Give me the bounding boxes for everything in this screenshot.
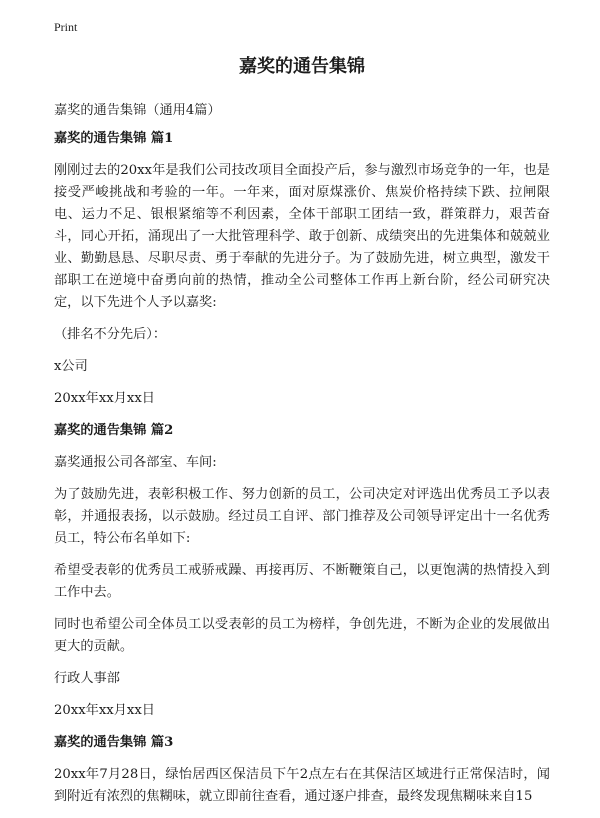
paragraph: 同时也希望公司全体员工以受表彰的员工为榜样，争创先进，不断为企业的发展做出更大的贡献。 [54,617,550,654]
document-title: 嘉奖的通告集锦 [239,56,365,77]
section-heading: 嘉奖的通告集锦 篇1 [54,131,174,146]
paragraph: 20xx年xx月xx日 [54,703,155,718]
paragraph: 刚刚过去的20xx年是我们公司技改项目全面投产后，参与激烈市场竞争的一年，也是接受严峻挑战和考验的一年。一年来，面对原煤涨价、焦炭价格持续下跌、拉闸限电、运力不足、银根紧缩等不利因素，全体干部职工团结一致，群策群力，艰苦奋斗，同心开拓，涌现出了一大批管理科学、敢于创新、成绩突出的先进集体和兢兢业业、勤勤恳恳、尽职尽责、勇于奉献的先进分子。为了鼓励先进，树立典型，激发干部职工在逆境中奋勇向前的热情，推动全公司整体工作再上新台阶，经公司研究决定，以下先进个人予以嘉奖: [54,163,550,310]
paragraph: 20xx年7月28日，绿怡居西区保洁员下午2点左右在其保洁区域进行正常保洁时，闻到附近有浓烈的焦糊味，就立即前往查看，通过逐户排查，最终发现焦糊味来自15 [54,767,550,804]
paragraph: x公司 [54,359,88,374]
section-heading: 嘉奖的通告集锦 篇2 [54,423,174,438]
paragraph: 嘉奖通报公司各部室、车间: [54,455,217,470]
document-subtitle: 嘉奖的通告集锦（通用4篇） [54,103,221,118]
paragraph: 20xx年xx月xx日 [54,391,155,406]
paragraph: 行政人事部 [54,671,120,686]
paragraph: 希望受表彰的优秀员工戒骄戒躁、再接再厉、不断鞭策自己，以更饱满的热情投入到工作中去。 [54,563,550,600]
print-link[interactable]: Print [54,20,78,34]
paragraph: （排名不分先后）： [54,327,167,342]
document-body [54,56,550,818]
paragraph: 为了鼓励先进，表彰积极工作、努力创新的员工，公司决定对评选出优秀员工予以表彰，并通报表扬，以示鼓励。经过员工自评、部门推荐及公司领导评定出十一名优秀员工，特公布名单如下: [54,487,550,546]
section-heading: 嘉奖的通告集锦 篇3 [54,735,174,750]
